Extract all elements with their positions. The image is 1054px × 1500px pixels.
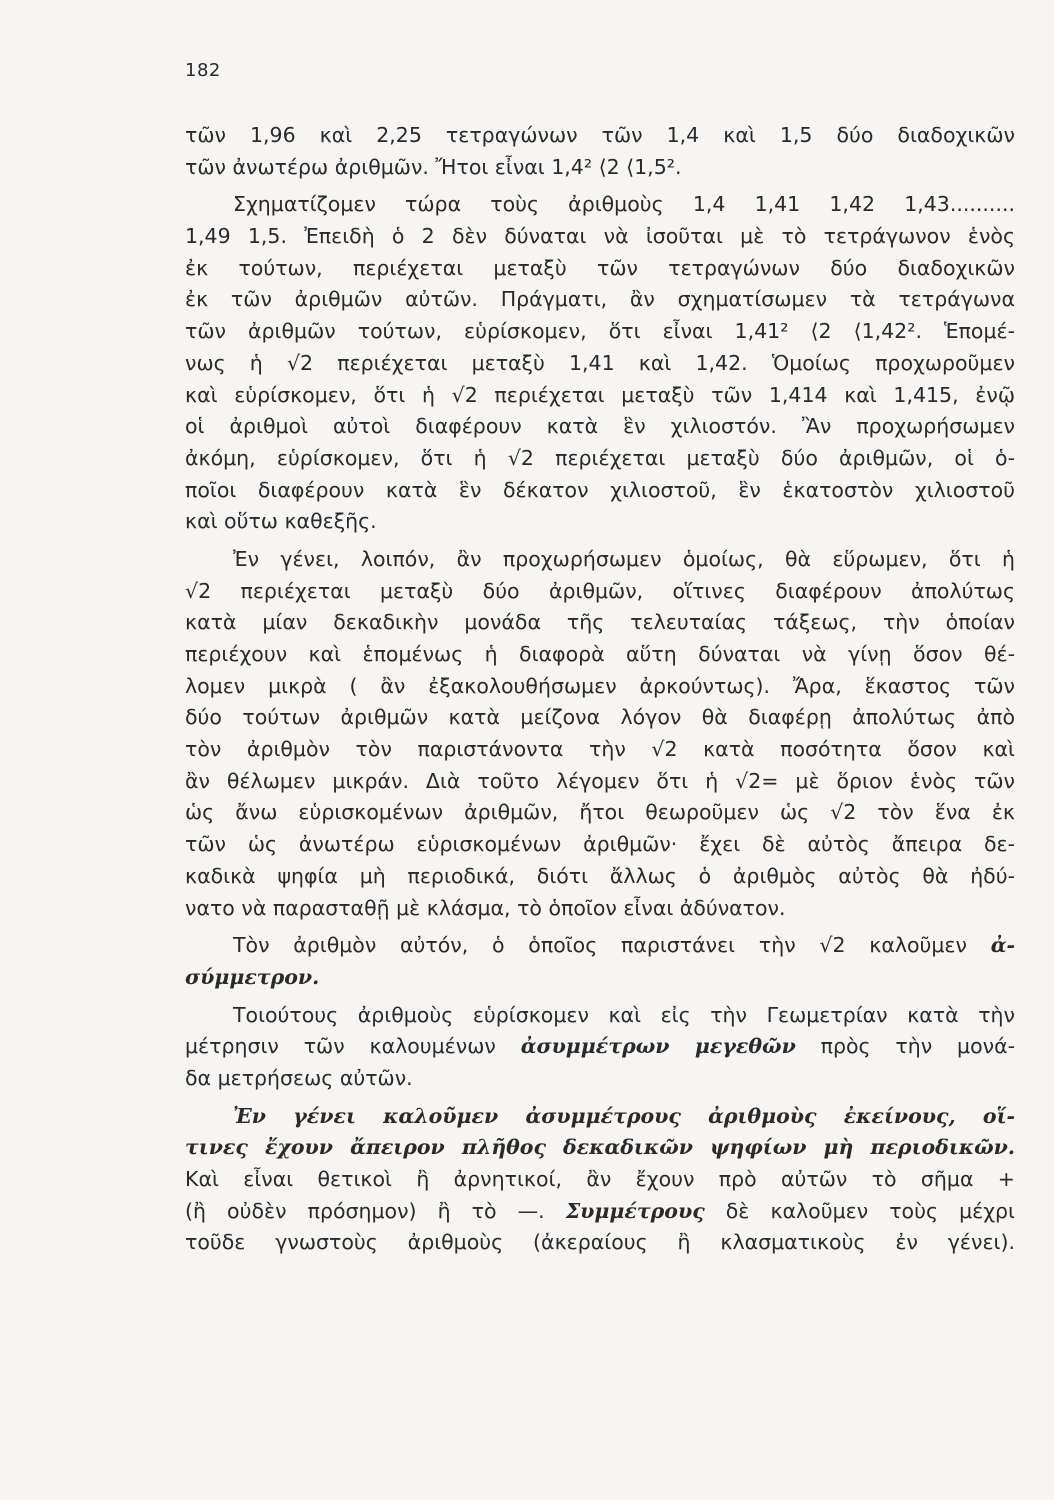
text-line xyxy=(185,1063,1015,1095)
text-line xyxy=(185,576,1015,608)
text-line xyxy=(185,734,1015,766)
text-segment: τῶν ἀνωτέρω ἀριθμῶν. Ἤτοι εἶναι 1,4² ⟨2 ⟨1,5². xyxy=(185,154,682,179)
text-segment: τοῦδε γνωστοὺς ἀριθμοὺς (ἀκεραίους ἢ κλασματικοὺς ἐν γένει). xyxy=(185,1230,1015,1255)
text-segment: κατὰ μίαν δεκαδικὴν μονάδα τῆς τελευταίας τάξεως, τὴν ὁποίαν xyxy=(185,610,1015,635)
text-line xyxy=(185,1196,1015,1228)
text-line xyxy=(185,829,1015,861)
text-segment: τῶν ἀριθμῶν τούτων, εὑρίσκομεν, ὅτι εἶναι 1,41² ⟨2 ⟨1,42². Ἑπομέ- xyxy=(185,319,1015,344)
bold-term: ἀσυμμέτρων μεγεθῶν xyxy=(520,1034,796,1059)
text-line xyxy=(185,1101,1015,1133)
bold-term: Ἐν γένει καλοῦμεν ἀσυμμέτρους ἀριθμοὺς ἐκείνους, οἵ- xyxy=(233,1103,1015,1128)
text-segment: √2 περιέχεται μεταξὺ δύο ἀριθμῶν, οἵτινες διαφέρουν ἀπολύτως xyxy=(185,578,1015,603)
text-line xyxy=(185,380,1015,412)
text-segment: νατο νὰ παρασταθῇ μὲ κλάσμα, τὸ ὁποῖον εἶναι ἀδύνατον. xyxy=(185,895,786,920)
text-segment: Σχηματίζομεν τώρα τοὺς ἀριθμοὺς 1,4 1,41 1,42 1,43.......... xyxy=(233,192,1015,217)
text-segment: ποῖοι διαφέρουν κατὰ ἓν δέκατον χιλιοστοῦ, ἓν ἑκατοστὸν χιλιοστοῦ xyxy=(185,477,1015,502)
text-segment: περιέχουν καὶ ἑπομένως ἡ διαφορὰ αὕτη δύναται νὰ γίνῃ ὅσον θέ- xyxy=(185,642,1015,666)
text-segment: 1,49 1,5. Ἐπειδὴ ὁ 2 δὲν δύναται νὰ ἰσοῦται μὲ τὸ τετράγωνον ἑνὸς xyxy=(185,224,1015,249)
text-segment: ἂν θέλωμεν μικράν. Διὰ τοῦτο λέγομεν ὅτι ἡ √2= μὲ ὅριον ἑνὸς τῶν xyxy=(185,768,1015,793)
text-line xyxy=(185,1164,1015,1196)
text-segment: (ἢ οὐδὲν πρόσημον) ἢ τὸ —. xyxy=(185,1198,566,1223)
text-line xyxy=(185,930,1015,962)
text-line xyxy=(185,797,1015,829)
text-segment: καὶ οὕτω καθεξῆς. xyxy=(185,509,377,534)
text-segment: μέτρησιν τῶν καλουμένων xyxy=(185,1034,521,1059)
text-line xyxy=(185,221,1015,253)
text-segment: Καὶ εἶναι θετικοὶ ἢ ἀρνητικοί, ἂν ἔχουν πρὸ αὐτῶν τὸ σῆμα + xyxy=(185,1167,1015,1191)
text-line xyxy=(185,962,1015,994)
text-segment: ἀκόμη, εὑρίσκομεν, ὅτι ἡ √2 περιέχεται μεταξὺ δύο ἀριθμῶν, οἱ ὁ- xyxy=(185,445,1015,470)
text-line xyxy=(185,639,1015,671)
text-line xyxy=(185,475,1015,507)
text-segment: τὸν ἀριθμὸν τὸν παριστάνοντα τὴν √2 κατὰ ποσότητα ὅσον καὶ xyxy=(185,737,1015,762)
text-line xyxy=(185,607,1015,639)
bold-term: ἀ- xyxy=(990,933,1015,958)
page-number: 182 xyxy=(185,60,221,81)
text-segment: νως ἡ √2 περιέχεται μεταξὺ 1,41 καὶ 1,42. Ὁμοίως προχωροῦμεν xyxy=(185,350,1015,375)
text-line xyxy=(185,253,1015,285)
text-segment: ἐκ τούτων, περιέχεται μεταξὺ τῶν τετραγώνων δύο διαδοχικῶν xyxy=(185,255,1015,280)
text-line xyxy=(185,1132,1015,1164)
text-line xyxy=(185,506,1015,538)
text-segment: λομεν μικρὰ ( ἂν ἐξακολουθήσωμεν ἀρκούντως). Ἄρα, ἕκαστος τῶν xyxy=(185,673,1015,698)
text-line xyxy=(185,316,1015,348)
text-segment: Ἐν γένει, λοιπόν, ἂν προχωρήσωμεν ὁμοίως, θὰ εὕρωμεν, ὅτι ἡ xyxy=(233,546,1015,571)
text-segment: ὡς ἄνω εὑρισκομένων ἀριθμῶν, ἤτοι θεωροῦμεν ὡς √2 τὸν ἕνα ἐκ xyxy=(185,800,1015,825)
text-line xyxy=(185,861,1015,893)
text-line xyxy=(185,284,1015,316)
body-text xyxy=(185,120,1015,1259)
text-line xyxy=(185,702,1015,734)
text-segment: καὶ εὑρίσκομεν, ὅτι ἡ √2 περιέχεται μεταξὺ τῶν 1,414 καὶ 1,415, ἐνῷ xyxy=(185,382,1015,407)
text-line xyxy=(185,152,1015,184)
text-segment: Τὸν ἀριθμὸν αὐτόν, ὁ ὁποῖος παριστάνει τὴν √2 καλοῦμεν xyxy=(233,933,991,958)
text-segment: πρὸς τὴν μονά- xyxy=(795,1034,1015,1059)
text-line xyxy=(185,1000,1015,1032)
bold-term: σύμμετρον. xyxy=(185,964,320,989)
text-line xyxy=(185,443,1015,475)
text-line xyxy=(185,544,1015,576)
text-segment: τῶν 1,96 καὶ 2,25 τετραγώνων τῶν 1,4 καὶ 1,5 δύο διαδοχικῶν xyxy=(185,123,1015,147)
text-segment: τῶν ὡς ἀνωτέρω εὑρισκομένων ἀριθμῶν· ἔχει δὲ αὐτὸς ἄπειρα δε- xyxy=(185,832,1015,857)
bold-term: τινες ἔχουν ἄπειρον πλῆθος δεκαδικῶν ψηφίων μὴ περιοδικῶν. xyxy=(185,1135,1015,1160)
text-segment: δύο τούτων ἀριθμῶν κατὰ μείζονα λόγον θὰ διαφέρῃ ἀπολύτως ἀπὸ xyxy=(185,705,1015,730)
text-segment: δα μετρήσεως αὐτῶν. xyxy=(185,1065,413,1090)
text-line xyxy=(185,1031,1015,1063)
text-segment: καδικὰ ψηφία μὴ περιοδικά, διότι ἄλλως ὁ ἀριθμὸς αὐτὸς θὰ ἠδύ- xyxy=(185,863,1015,888)
text-segment: ἐκ τῶν ἀριθμῶν αὐτῶν. Πράγματι, ἂν σχηματίσωμεν τὰ τετράγωνα xyxy=(185,287,1015,312)
text-segment: οἱ ἀριθμοὶ αὐτοὶ διαφέρουν κατὰ ἓν χιλιοστόν. Ἂν προχωρήσωμεν xyxy=(185,414,1015,439)
text-segment: Τοιούτους ἀριθμοὺς εὑρίσκομεν καὶ εἰς τὴν Γεωμετρίαν κατὰ τὴν xyxy=(233,1002,1015,1027)
text-line xyxy=(185,893,1015,925)
text-line xyxy=(185,189,1015,221)
text-line xyxy=(185,411,1015,443)
text-line xyxy=(185,766,1015,798)
text-line xyxy=(185,348,1015,380)
text-line xyxy=(185,120,1015,152)
text-line xyxy=(185,671,1015,703)
bold-term: Συμμέτρους xyxy=(565,1198,705,1223)
text-line xyxy=(185,1227,1015,1259)
text-segment: δὲ καλοῦμεν τοὺς μέχρι xyxy=(704,1198,1015,1223)
